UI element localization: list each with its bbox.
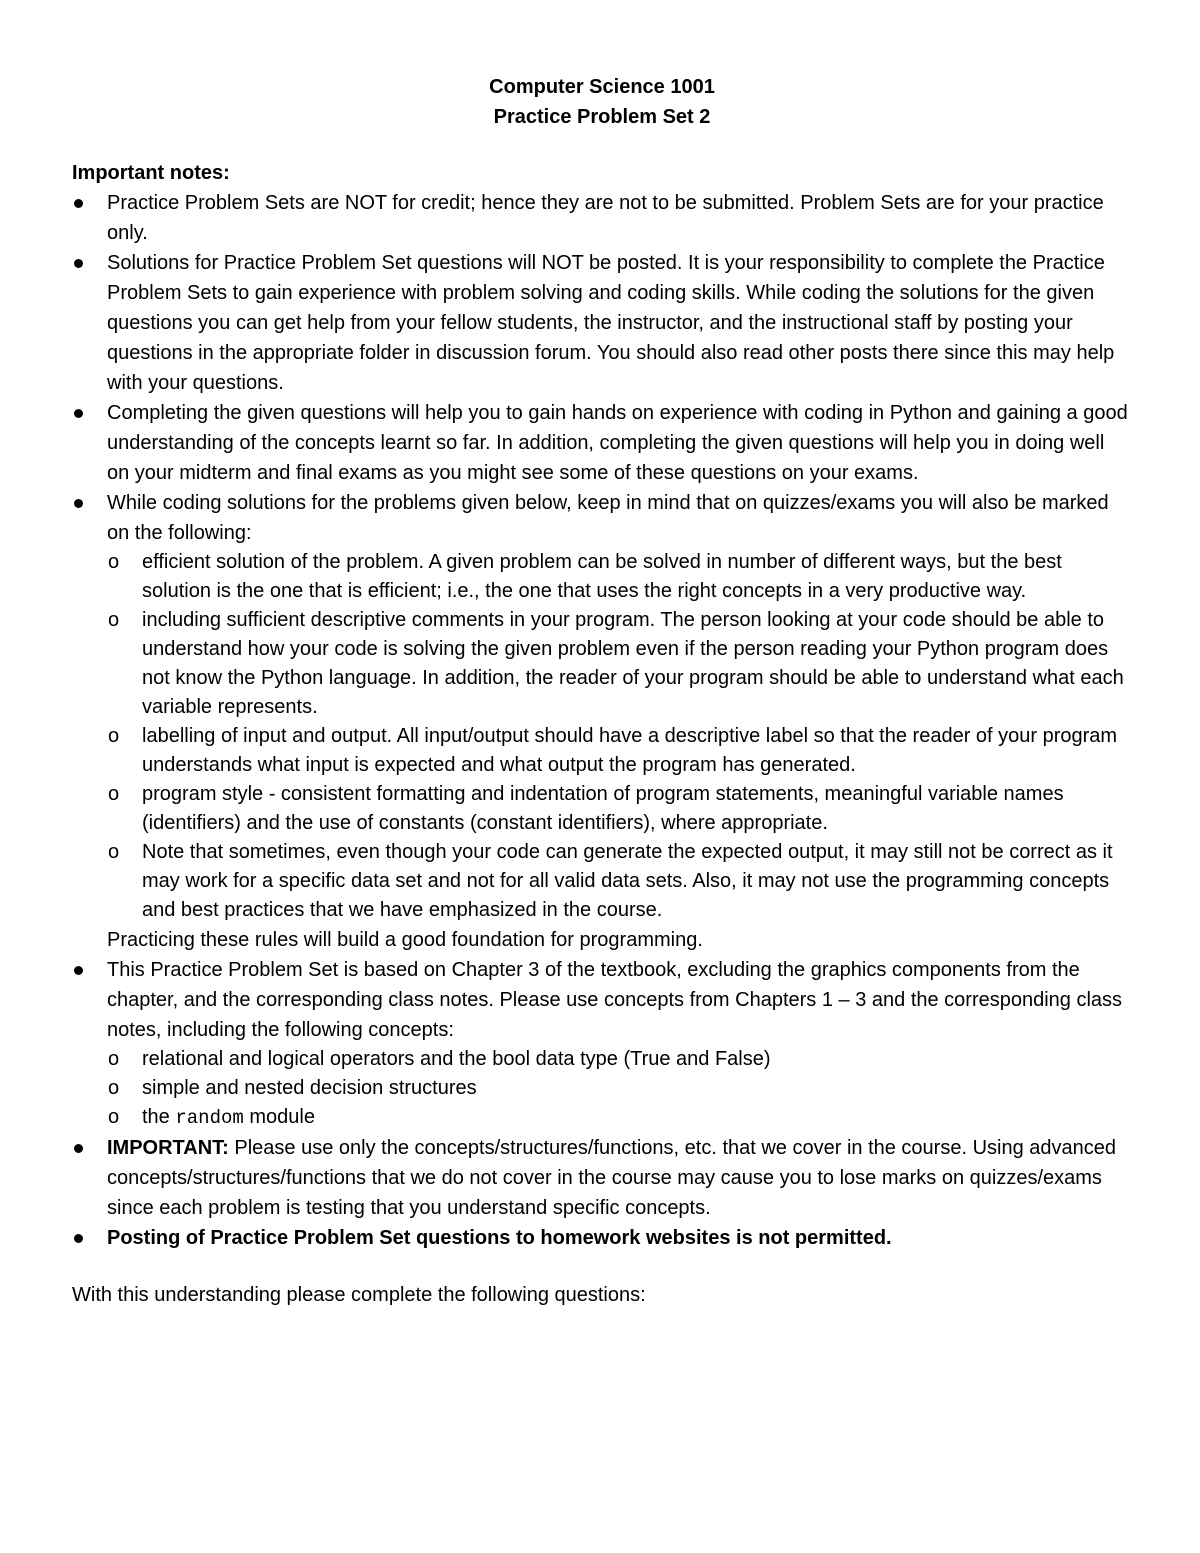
circle-bullet-icon: o — [108, 725, 120, 747]
criteria-item — [107, 838, 1132, 925]
posting-note: Posting of Practice Problem Set questions to homework websites is not permitted. — [107, 1227, 892, 1249]
criteria-text: labelling of input and output. All input/output should have a descriptive label so that the reader of your program understands what input is expected and what output the program has generated. — [142, 725, 1118, 776]
criteria-item — [107, 780, 1132, 838]
note-item — [72, 488, 1132, 955]
circle-bullet-icon: o — [108, 841, 120, 863]
note-item — [72, 1223, 1132, 1253]
circle-bullet-icon: o — [108, 551, 120, 573]
note-text: Practice Problem Sets are NOT for credit; hence they are not to be submitted. Problem Sets are for your practice only. — [107, 192, 1104, 244]
bullet-icon — [74, 199, 83, 208]
concept-item — [107, 1074, 1132, 1103]
important-text: Please use only the concepts/structures/functions, etc. that we cover in the course. Using advanced concepts/structures/functions that we do not cover in the course may cause you to lose marks on quizzes/exams since each problem is testing that you understand specific concepts. — [107, 1137, 1116, 1219]
concept-text: simple and nested decision structures — [142, 1077, 477, 1099]
concept-text: relational and logical operators and the bool data type (True and False) — [142, 1048, 771, 1070]
note-item — [72, 398, 1132, 488]
criteria-item — [107, 722, 1132, 780]
concepts-list — [107, 1045, 1132, 1133]
concept-item — [107, 1045, 1132, 1074]
criteria-item — [107, 606, 1132, 722]
note-text: While coding solutions for the problems given below, keep in mind that on quizzes/exams you will also be marked on the following: — [107, 492, 1109, 544]
practicing-note: Practicing these rules will build a good foundation for programming. — [107, 929, 703, 951]
document-page — [72, 72, 1132, 1330]
circle-bullet-icon: o — [108, 609, 120, 631]
criteria-text: program style - consistent formatting and indentation of program statements, meaningful variable names (identifiers) and the use of constants (constant identifiers), where appropriate. — [142, 783, 1064, 834]
bullet-icon — [74, 259, 83, 268]
bullet-icon — [74, 409, 83, 418]
problem-set-title: Practice Problem Set 2 — [493, 106, 711, 128]
criteria-text: Note that sometimes, even though your code can generate the expected output, it may still not be correct as it may work for a specific data set and not for all valid data sets. Also, it may not use the programming concepts and best practices that we have emphasized in the course. — [142, 841, 1113, 921]
note-text: Solutions for Practice Problem Set questions will NOT be posted. It is your responsibility to complete the Practice Problem Sets to gain experience with problem solving and coding skills. While coding the solutions for the given questions you can get help from your fellow students, the instructor, and the instructional staff by posting your questions in the appropriate folder in discussion forum. You should also read other posts there since this may help with your questions. — [107, 252, 1115, 394]
note-item — [72, 1133, 1132, 1223]
notes-list — [72, 188, 1132, 1253]
criteria-text: efficient solution of the problem. A given problem can be solved in number of different ways, but the best solution is the one that is efficient; i.e., the one that uses the right concepts in a very productive way. — [142, 551, 1062, 602]
concept-item — [107, 1103, 1132, 1133]
bullet-icon — [74, 499, 83, 508]
circle-bullet-icon: o — [108, 1106, 120, 1128]
concept-prefix: the — [142, 1106, 170, 1128]
criteria-item — [107, 548, 1132, 606]
circle-bullet-icon: o — [108, 1077, 120, 1099]
circle-bullet-icon: o — [108, 783, 120, 805]
note-text: This Practice Problem Set is based on Chapter 3 of the textbook, excluding the graphics components from the chapter, and the corresponding class notes. Please use concepts from Chapters 1 – 3 and the corresponding class notes, including the following concepts: — [107, 959, 1123, 1041]
note-text: Completing the given questions will help you to gain hands on experience with coding in Python and gaining a good understanding of the concepts learnt so far. In addition, completing the given questions will help you in doing well on your midterm and final exams as you might see some of these questions on your exams. — [107, 402, 1128, 484]
circle-bullet-icon: o — [108, 1048, 120, 1070]
random-module-code: random — [175, 1107, 244, 1129]
note-item — [72, 188, 1132, 248]
important-label: IMPORTANT: — [107, 1137, 229, 1159]
bullet-icon — [74, 1234, 83, 1243]
course-title: Computer Science 1001 — [489, 76, 715, 98]
note-item — [72, 248, 1132, 398]
notes-heading: Important notes: — [72, 162, 230, 184]
concept-suffix: module — [249, 1106, 315, 1128]
closing-instruction: With this understanding please complete the following questions: — [72, 1284, 646, 1306]
marking-criteria-list — [107, 548, 1132, 925]
note-item — [72, 955, 1132, 1133]
bullet-icon — [74, 1144, 83, 1153]
criteria-text: including sufficient descriptive comments in your program. The person looking at your code should be able to understand how your code is solving the given problem even if the person reading your Python program does not know the Python language. In addition, the reader of your program should be able to understand what each variable represents. — [142, 609, 1124, 718]
bullet-icon — [74, 966, 83, 975]
